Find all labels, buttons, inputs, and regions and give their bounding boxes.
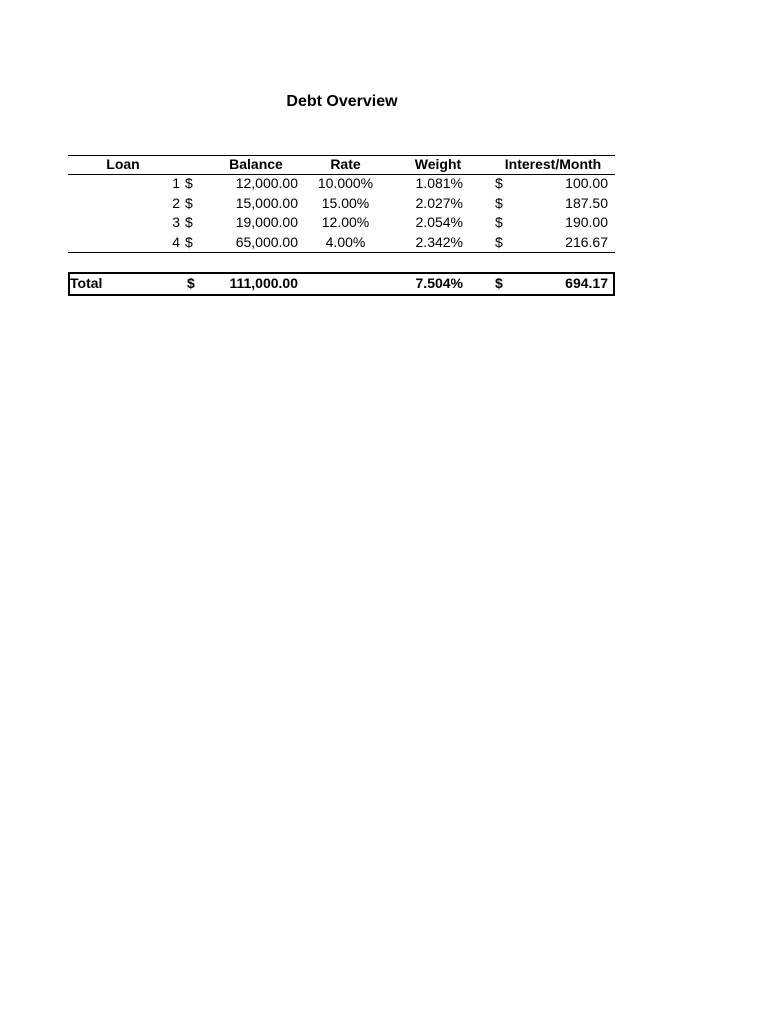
total-weight-value: 7.504% xyxy=(415,275,463,291)
total-interest-currency: $ xyxy=(495,275,503,291)
page-title: Debt Overview xyxy=(286,93,398,110)
loan-number: 3 xyxy=(172,214,180,230)
loan-number: 1 xyxy=(172,175,180,191)
column-header-loan: Loan xyxy=(106,156,140,172)
rate-value: 4.00% xyxy=(325,234,366,250)
rate-value: 10.000% xyxy=(317,175,374,191)
rate-value: 15.00% xyxy=(321,195,370,211)
weight-value: 2.342% xyxy=(415,234,463,250)
body-bottom-rule xyxy=(68,252,615,253)
total-interest-month-value: 694.17 xyxy=(565,275,608,291)
table-row xyxy=(68,213,615,232)
column-header-balance: Balance xyxy=(229,156,283,172)
table-row xyxy=(68,174,615,193)
weight-value: 2.027% xyxy=(415,195,463,211)
interest-month-value: 190.00 xyxy=(565,214,608,230)
balance-currency: $ xyxy=(185,234,193,250)
column-header-weight: Weight xyxy=(414,156,462,172)
balance-value: 65,000.00 xyxy=(235,234,298,250)
table-header-row xyxy=(68,155,615,174)
interest-month-value: 187.50 xyxy=(565,195,608,211)
table-row xyxy=(68,233,615,252)
interest-currency: $ xyxy=(495,214,503,230)
rate-value: 12.00% xyxy=(321,214,370,230)
balance-currency: $ xyxy=(185,214,193,230)
interest-currency: $ xyxy=(495,195,503,211)
total-row xyxy=(68,274,615,293)
interest-currency: $ xyxy=(495,234,503,250)
interest-currency: $ xyxy=(495,175,503,191)
loan-number: 4 xyxy=(172,234,180,250)
total-label: Total xyxy=(70,275,103,291)
interest-month-value: 100.00 xyxy=(565,175,608,191)
total-balance-currency: $ xyxy=(187,275,195,291)
total-balance-value: 111,000.00 xyxy=(229,275,298,291)
weight-value: 2.054% xyxy=(415,214,463,230)
loan-number: 2 xyxy=(172,195,180,211)
balance-currency: $ xyxy=(185,195,193,211)
balance-currency: $ xyxy=(185,175,193,191)
column-header-interest-month: Interest/Month xyxy=(504,156,602,172)
column-header-rate: Rate xyxy=(330,156,361,172)
balance-value: 15,000.00 xyxy=(235,195,298,211)
table-row xyxy=(68,194,615,213)
balance-value: 12,000.00 xyxy=(235,175,298,191)
weight-value: 1.081% xyxy=(415,175,463,191)
balance-value: 19,000.00 xyxy=(235,214,298,230)
interest-month-value: 216.67 xyxy=(565,234,608,250)
